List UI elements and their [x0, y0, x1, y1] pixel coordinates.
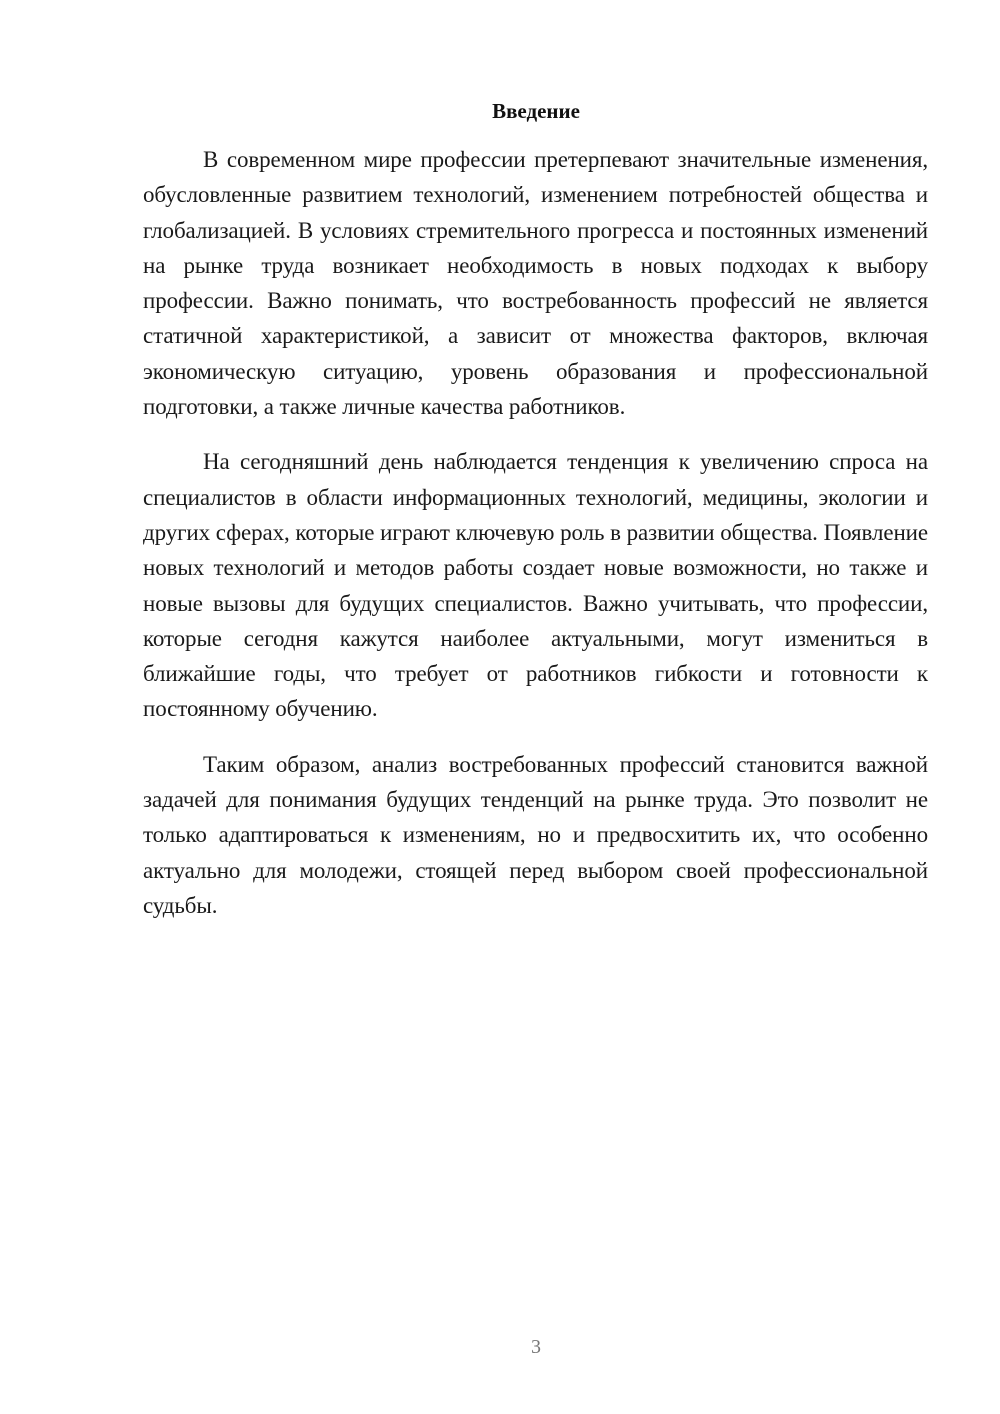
- page-title: Введение: [492, 99, 580, 123]
- paragraph-1: В современном мире профессии претерпевают значительные изменения, обусловленные развитием технологий, изменением потребностей общества и глобализацией. В условиях стремительного прогресса и постоянных изменений на рынке труда возникает необходимость в новых подходах к выбору профессии. Важно понимать, что востребованность профессий не является статичной характеристикой, а зависит от множества факторов, включая экономическую ситуацию, уровень образования и профессиональной подготовки, а также личные качества работников.: [143, 147, 928, 420]
- paragraph-3: Таким образом, анализ востребованных профессий становится важной задачей для понимания будущих тенденций на рынке труда. Это позволит не только адаптироваться к изменениям, но и предвосхитить их, что особенно актуально для молодежи, стоящей перед выбором своей профессиональной судьбы.: [143, 751, 928, 918]
- body-text: [143, 142, 928, 923]
- page-number: 3: [531, 1336, 541, 1358]
- paragraph-2: На сегодняшний день наблюдается тенденция к увеличению спроса на специалистов в области информационных технологий, медицины, экологии и других сферах, которые играют ключевую роль в развитии общества. Появление новых технологий и методов работы создает новые возможности, но также и новые вызовы для будущих специалистов. Важно учитывать, что профессии, которые сегодня кажутся наиболее актуальными, могут измениться в ближайшие годы, что требует от работников гибкости и готовности к постоянному обучению.: [143, 449, 928, 722]
